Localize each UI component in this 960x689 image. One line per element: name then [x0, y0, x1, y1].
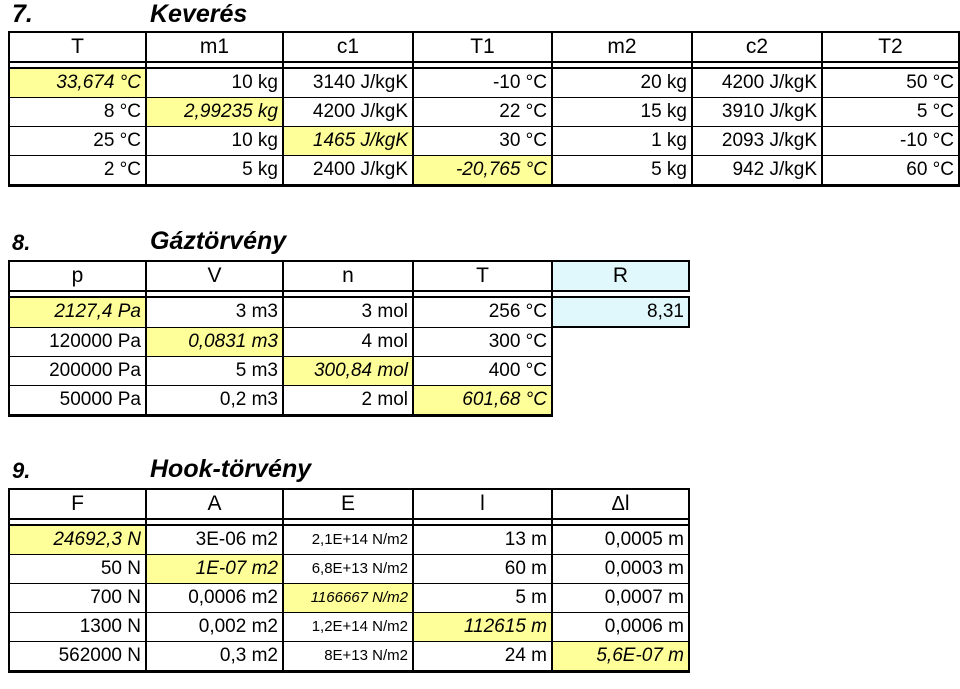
table-row — [9, 525, 689, 555]
table-cell: 1E-07 m2 — [146, 555, 283, 584]
table-keveres — [8, 31, 960, 187]
table-cell: 0,3 m2 — [146, 642, 283, 672]
table-cell: 6,8E+13 N/m2 — [283, 555, 413, 584]
table-cell: 1 kg — [552, 127, 692, 156]
empty-cell — [552, 356, 689, 385]
table-cell: -10 °C — [413, 68, 552, 98]
col-header-delta-l — [552, 489, 689, 519]
col-header: F — [9, 489, 146, 519]
col-header: T2 — [822, 32, 959, 62]
table-cell: 300,84 mol — [283, 356, 413, 385]
table-cell: 24692,3 N — [9, 525, 146, 555]
col-header: p — [9, 261, 146, 291]
table-cell: 2127,4 Pa — [9, 297, 146, 327]
table-cell: 2,99235 kg — [146, 98, 283, 127]
table-cell: 2093 J/kgK — [692, 127, 822, 156]
col-header: V — [146, 261, 283, 291]
table-cell: 5 kg — [146, 156, 283, 186]
col-header: m2 — [552, 32, 692, 62]
table-row — [9, 385, 689, 415]
table-cell: -10 °C — [822, 127, 959, 156]
table-cell: 120000 Pa — [9, 327, 146, 356]
table-row — [9, 297, 689, 327]
section-9-title: Hook-törvény — [150, 455, 312, 483]
table-cell: 601,68 °C — [413, 385, 552, 415]
table-cell: 5 °C — [822, 98, 959, 127]
table-cell: 0,0831 m3 — [146, 327, 283, 356]
empty-cell — [552, 327, 689, 356]
table-header-row — [9, 32, 959, 62]
empty-cell — [552, 385, 689, 415]
table-cell: 5 m3 — [146, 356, 283, 385]
col-header-r: R — [552, 261, 689, 291]
table-cell: 60 m — [413, 555, 552, 584]
table-row — [9, 156, 959, 186]
table-hook-torveny — [8, 488, 690, 673]
table-cell: 4 mol — [283, 327, 413, 356]
section-8-title: Gáztörvény — [150, 227, 287, 255]
table-cell: 10 kg — [146, 68, 283, 98]
col-header: A — [146, 489, 283, 519]
col-header: T1 — [413, 32, 552, 62]
table-cell: 5,6E-07 m — [552, 642, 689, 672]
section-7-number: 7. — [12, 0, 33, 28]
table-header-row — [9, 489, 689, 519]
table-cell: 50 N — [9, 555, 146, 584]
col-header: T — [413, 261, 552, 291]
table-cell: 2 mol — [283, 385, 413, 415]
table-cell: 15 kg — [552, 98, 692, 127]
table-cell: 0,002 m2 — [146, 613, 283, 642]
table-cell: 700 N — [9, 584, 146, 613]
table-row — [9, 98, 959, 127]
table-gaztorveny — [8, 260, 690, 417]
table-row — [9, 127, 959, 156]
table-cell: 3E-06 m2 — [146, 525, 283, 555]
table-cell: 0,0007 m — [552, 584, 689, 613]
table-cell: 8 °C — [9, 98, 146, 127]
table-cell: 4200 J/kgK — [283, 98, 413, 127]
col-header: l — [413, 489, 552, 519]
table-cell: 4200 J/kgK — [692, 68, 822, 98]
col-header-l: l — [624, 492, 630, 515]
table-cell: 2,1E+14 N/m2 — [283, 525, 413, 555]
table-cell: 3 mol — [283, 297, 413, 327]
table-header-row — [9, 261, 689, 291]
delta-symbol: Δ — [611, 493, 625, 515]
table-cell: 2400 J/kgK — [283, 156, 413, 186]
table-row — [9, 642, 689, 672]
table-cell: 3140 J/kgK — [283, 68, 413, 98]
table-row — [9, 555, 689, 584]
table-cell: 112615 m — [413, 613, 552, 642]
table-cell: -20,765 °C — [413, 156, 552, 186]
table-cell: 0,2 m3 — [146, 385, 283, 415]
table-cell: 300 °C — [413, 327, 552, 356]
col-header: n — [283, 261, 413, 291]
col-header: c2 — [692, 32, 822, 62]
table-cell: 0,0006 m2 — [146, 584, 283, 613]
table-cell: 24 m — [413, 642, 552, 672]
table-cell: 13 m — [413, 525, 552, 555]
table-cell: 0,0003 m — [552, 555, 689, 584]
table-cell: 25 °C — [9, 127, 146, 156]
table-cell: 200000 Pa — [9, 356, 146, 385]
r-constant-value: 8,31 — [552, 297, 689, 327]
table-cell: 2 °C — [9, 156, 146, 186]
table-cell: 1,2E+14 N/m2 — [283, 613, 413, 642]
table-cell: 256 °C — [413, 297, 552, 327]
col-header: m1 — [146, 32, 283, 62]
table-cell: 942 J/kgK — [692, 156, 822, 186]
table-cell: 562000 N — [9, 642, 146, 672]
table-cell: 22 °C — [413, 98, 552, 127]
table-cell: 30 °C — [413, 127, 552, 156]
col-header: T — [9, 32, 146, 62]
table-cell: 10 kg — [146, 127, 283, 156]
table-cell: 33,674 °C — [9, 68, 146, 98]
table-cell: 60 °C — [822, 156, 959, 186]
table-row — [9, 356, 689, 385]
col-header: c1 — [283, 32, 413, 62]
table-cell: 20 kg — [552, 68, 692, 98]
table-row — [9, 327, 689, 356]
table-cell: 50000 Pa — [9, 385, 146, 415]
table-cell: 5 kg — [552, 156, 692, 186]
col-header: E — [283, 489, 413, 519]
table-row — [9, 68, 959, 98]
section-9-number: 9. — [12, 458, 31, 483]
table-cell: 400 °C — [413, 356, 552, 385]
table-cell: 3 m3 — [146, 297, 283, 327]
table-row — [9, 613, 689, 642]
section-8-number: 8. — [12, 230, 31, 255]
table-cell: 1465 J/kgK — [283, 127, 413, 156]
table-cell: 0,0006 m — [552, 613, 689, 642]
table-cell: 50 °C — [822, 68, 959, 98]
table-cell: 0,0005 m — [552, 525, 689, 555]
table-cell: 1166667 N/m2 — [283, 584, 413, 613]
table-cell: 5 m — [413, 584, 552, 613]
table-cell: 1300 N — [9, 613, 146, 642]
table-cell: 8E+13 N/m2 — [283, 642, 413, 672]
table-row — [9, 584, 689, 613]
table-cell: 3910 J/kgK — [692, 98, 822, 127]
section-7-title: Keverés — [150, 0, 248, 28]
